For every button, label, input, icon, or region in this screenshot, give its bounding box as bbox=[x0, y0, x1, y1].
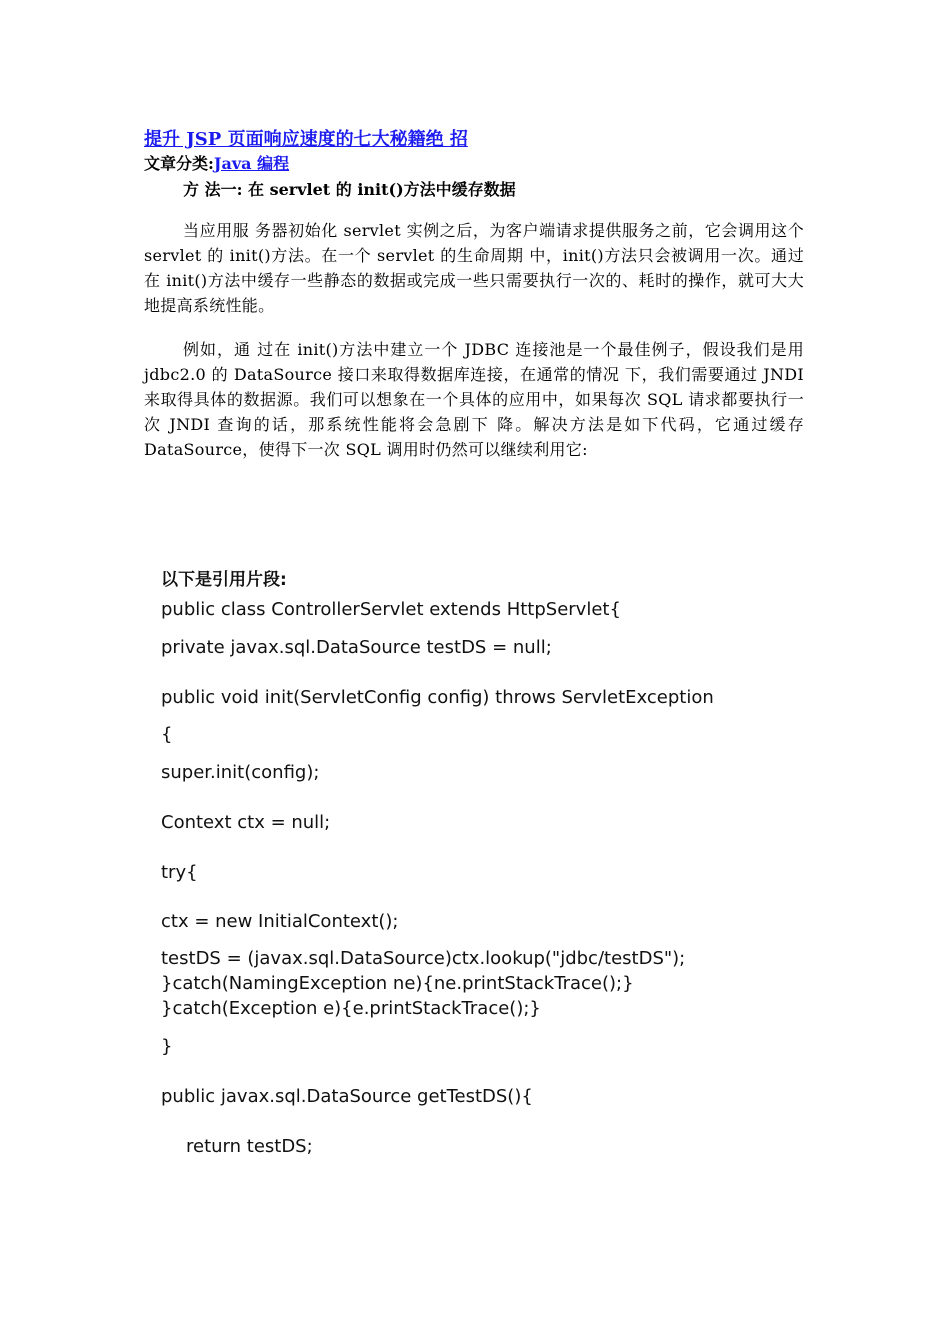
category-link[interactable]: Java 编程 bbox=[213, 154, 290, 173]
code-line: } bbox=[161, 1036, 173, 1057]
article-title-link[interactable]: 提升 JSP 页面响应速度的七大秘籍绝 招 bbox=[144, 129, 468, 150]
article-category bbox=[144, 151, 289, 174]
code-line: private javax.sql.DataSource testDS = null; bbox=[161, 637, 552, 658]
code-line: { bbox=[161, 724, 173, 745]
quote-label: 以下是引用片段: bbox=[161, 570, 287, 590]
code-line: }catch(NamingException ne){ne.printStackTrace();} bbox=[161, 973, 634, 994]
code-line: public javax.sql.DataSource getTestDS(){ bbox=[161, 1086, 533, 1107]
code-line: Context ctx = null; bbox=[161, 812, 331, 833]
code-line: public void init(ServletConfig config) throws ServletException bbox=[161, 687, 714, 708]
code-line: public class ControllerServlet extends HttpServlet{ bbox=[161, 599, 621, 620]
paragraph-init-caching: 当应用服 务器初始化 servlet 实例之后，为客户端请求提供服务之前，它会调用这个 servlet 的 init()方法。在一个 servlet 的生命周期 中，init()方法只会被调用一次。通过在 init()方法中缓存一些静态的数据或完成一些只需要执行一次的、耗时的操作，就可大大地提高系统性能。 bbox=[144, 221, 804, 315]
category-label: 文章分类: bbox=[144, 154, 214, 173]
code-line: try{ bbox=[161, 862, 198, 883]
code-line: ctx = new InitialContext(); bbox=[161, 911, 399, 932]
code-line: super.init(config); bbox=[161, 762, 320, 783]
code-line: }catch(Exception e){e.printStackTrace();} bbox=[161, 998, 541, 1019]
paragraph-jdbc-example: 例如，通 过在 init()方法中建立一个 JDBC 连接池是一个最佳例子，假设我们是用 jdbc2.0 的 DataSource 接口来取得数据库连接，在通常的情况 下，我们需要通过 JNDI 来取得具体的数据源。我们可以想象在一个具体的应用中，如果每次 SQL 请求都要执行一次 JNDI 查询的话，那系统性能将会急剧下 降。解决方法是如下代码，它通过缓存 DataSource，使得下一次 SQL 调用时仍然可以继续利用它: bbox=[144, 340, 804, 459]
code-line: return testDS; bbox=[186, 1136, 313, 1157]
code-line: testDS = (javax.sql.DataSource)ctx.lookup("jdbc/testDS"); bbox=[161, 948, 686, 969]
method-heading: 方 法一: 在 servlet 的 init()方法中缓存数据 bbox=[183, 180, 516, 199]
